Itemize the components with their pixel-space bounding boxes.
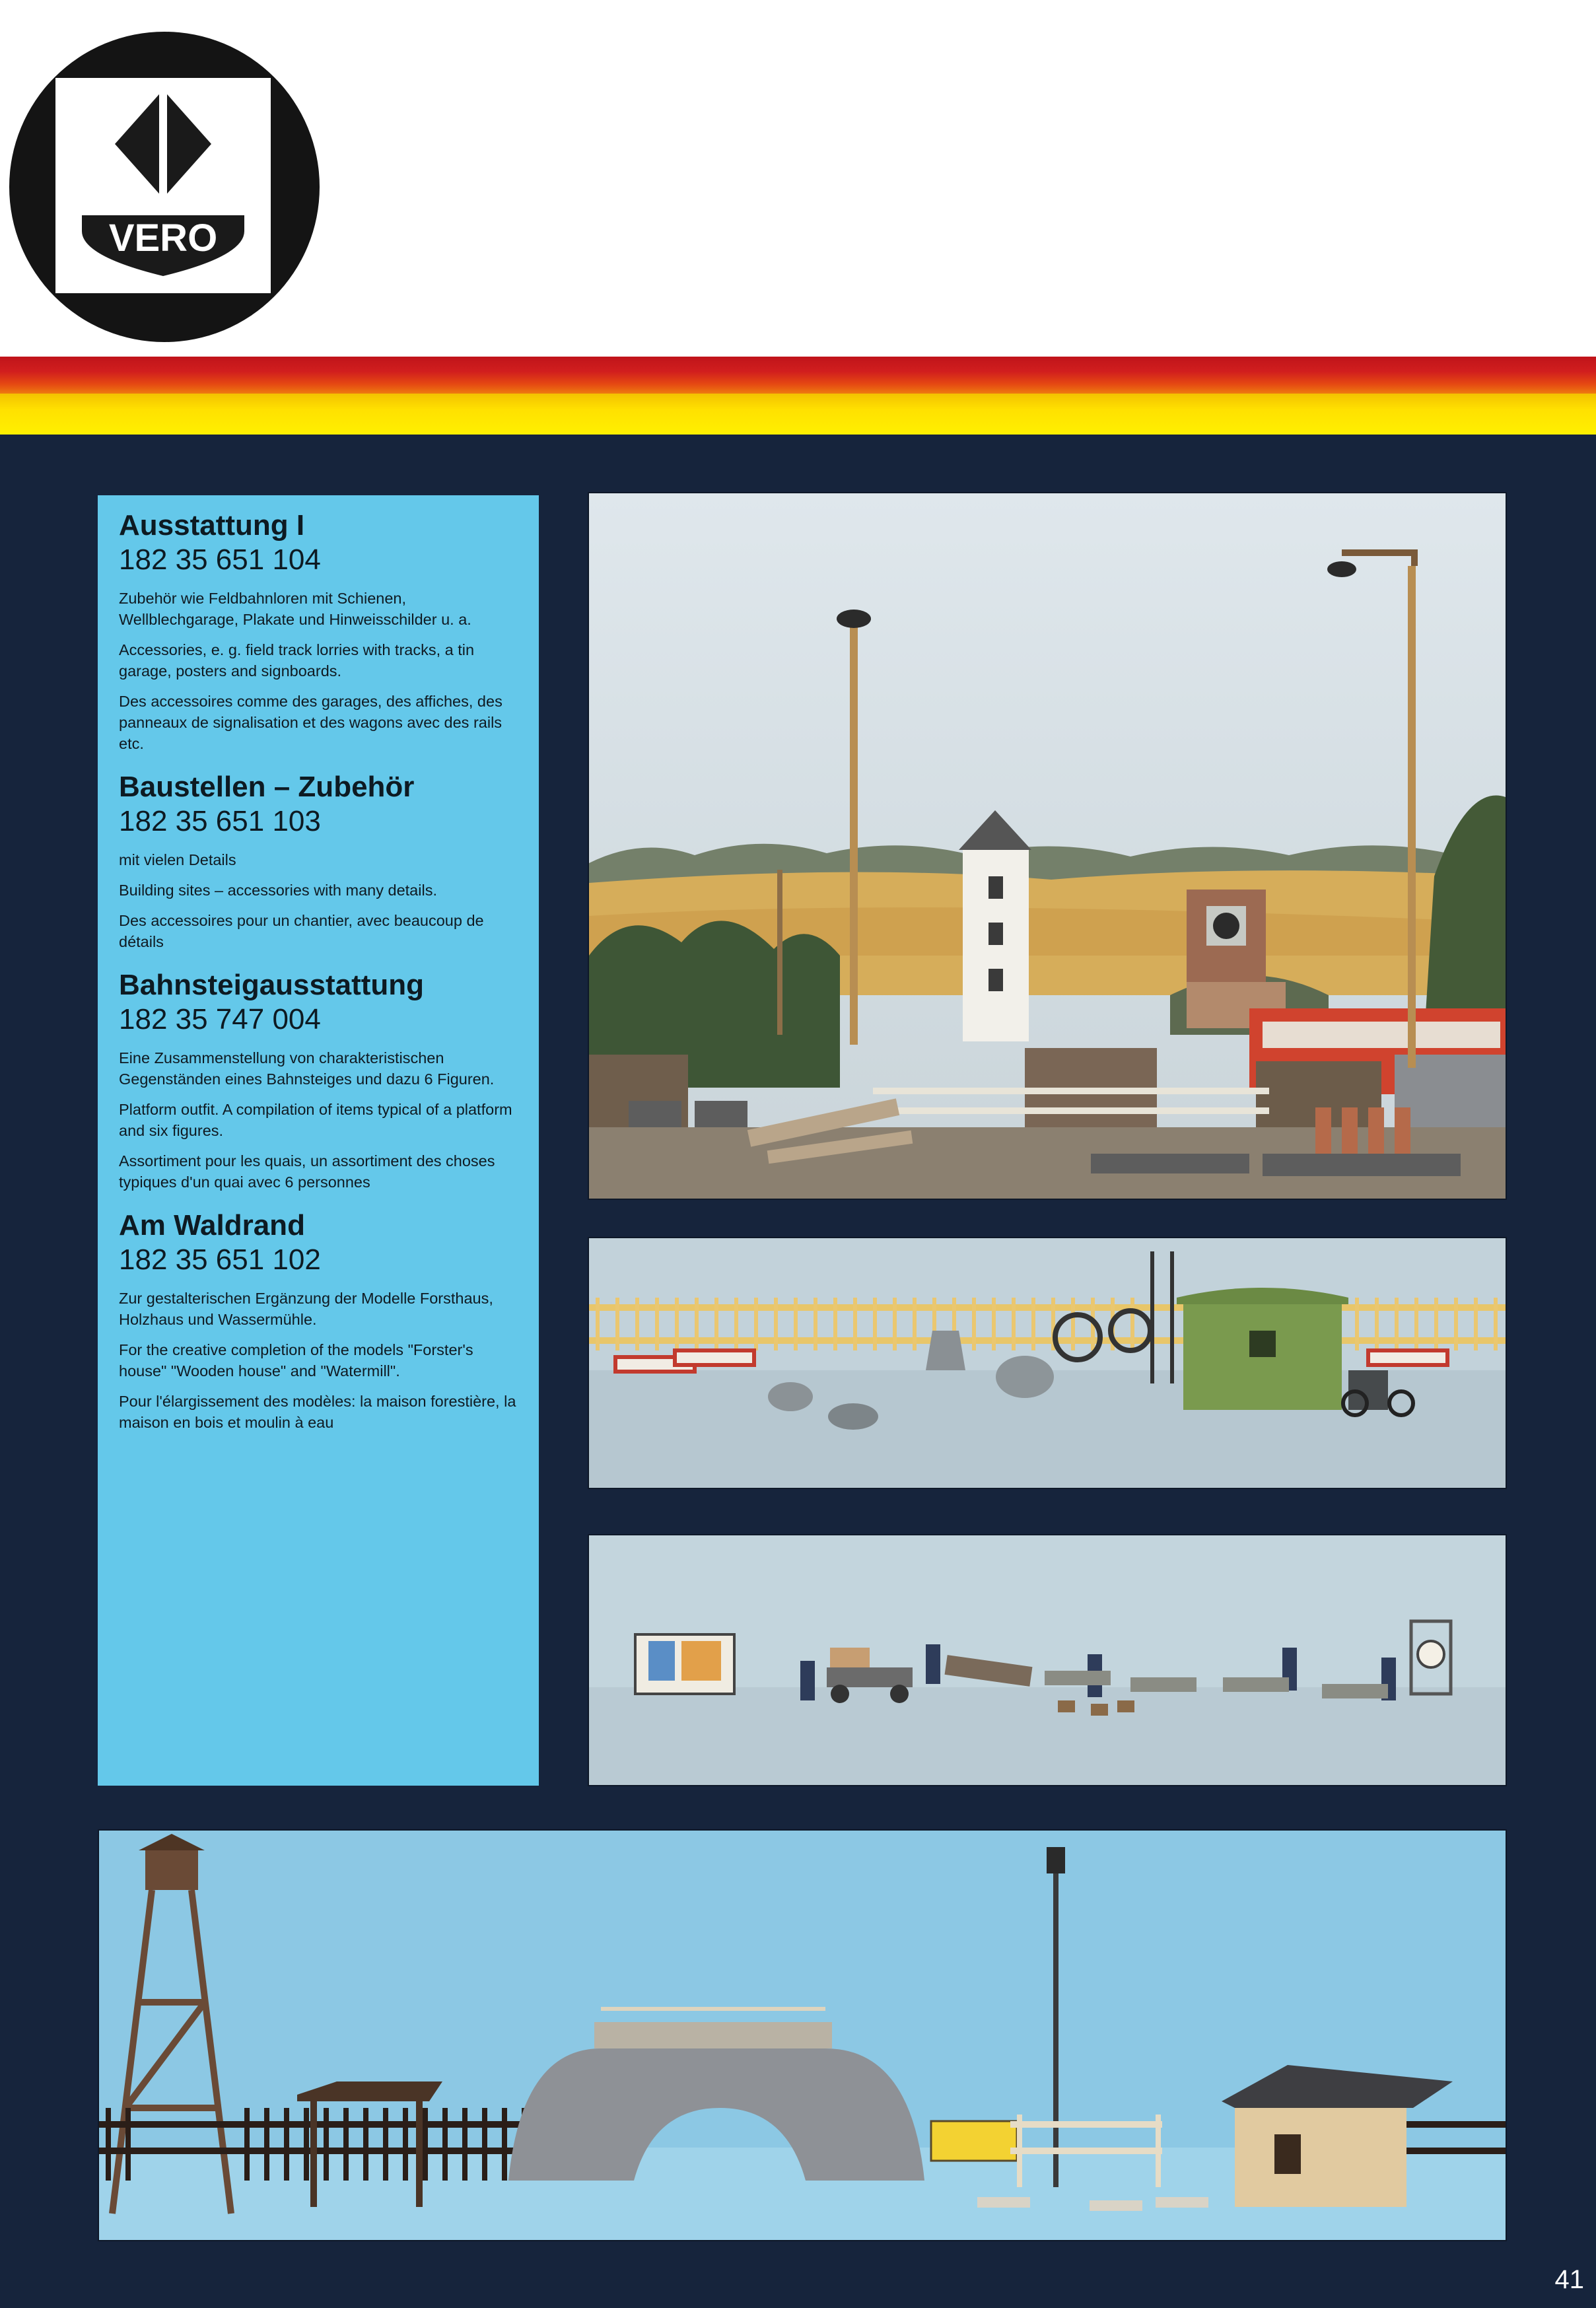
section-waldrand bbox=[119, 1208, 518, 1433]
article-number: 182 35 747 004 bbox=[119, 1003, 321, 1035]
article-number: 182 35 651 104 bbox=[119, 543, 321, 576]
section-bahnsteig bbox=[119, 968, 518, 1193]
logo-text: VERO bbox=[108, 217, 218, 260]
yellow-stripe bbox=[0, 394, 1596, 435]
red-stripe bbox=[0, 357, 1596, 394]
description-fr: Des accessoires pour un chantier, avec beaucoup de détails bbox=[119, 912, 484, 950]
description-fr: Assortiment pour les quais, un assortiment des choses typiques d'un quai avec 6 personnes bbox=[119, 1152, 495, 1191]
description-en: Accessories, e. g. field track lorries with tracks, a tin garage, posters and signboards. bbox=[119, 641, 475, 680]
description-en: Building sites – accessories with many details. bbox=[119, 882, 437, 899]
vero-logo bbox=[55, 78, 271, 293]
article-number: 182 35 651 103 bbox=[119, 805, 321, 837]
description-de: Zur gestalterischen Ergänzung der Modelle Forsthaus, Holzhaus und Wassermühle. bbox=[119, 1290, 493, 1328]
description-de: mit vielen Details bbox=[119, 851, 236, 868]
article-number: 182 35 651 102 bbox=[119, 1243, 321, 1276]
section-ausstattung bbox=[119, 508, 518, 754]
photo-waldrand bbox=[98, 1829, 1507, 2241]
section-title: Baustellen – Zubehör bbox=[119, 771, 415, 803]
photo-ausstattung bbox=[588, 492, 1507, 1200]
product-text-panel bbox=[98, 495, 539, 1786]
description-de: Eine Zusammenstellung von charakteristischen Gegenständen eines Bahnsteiges und dazu 6 Figuren. bbox=[119, 1049, 495, 1088]
photo-bahnsteig bbox=[588, 1534, 1507, 1786]
section-title: Bahnsteigausstattung bbox=[119, 969, 425, 1001]
description-de: Zubehör wie Feldbahnloren mit Schienen, Wellblechgarage, Plakate und Hinweisschilder u. a. bbox=[119, 590, 471, 628]
section-baustellen bbox=[119, 770, 518, 952]
description-fr: Des accessoires comme des garages, des affiches, des panneaux de signalisation et des wagons avec des rails etc. bbox=[119, 693, 503, 752]
section-title: Ausstattung I bbox=[119, 509, 305, 542]
description-fr: Pour l'élargissement des modèles: la maison forestière, la maison en bois et moulin à eau bbox=[119, 1393, 516, 1431]
photo-baustelle bbox=[588, 1237, 1507, 1489]
description-en: Platform outfit. A compilation of items typical of a platform and six figures. bbox=[119, 1101, 512, 1139]
page-number: 41 bbox=[1554, 2265, 1584, 2294]
section-title: Am Waldrand bbox=[119, 1209, 305, 1241]
description-en: For the creative completion of the models "Forster's house" "Wooden house" and "Watermill". bbox=[119, 1341, 473, 1380]
